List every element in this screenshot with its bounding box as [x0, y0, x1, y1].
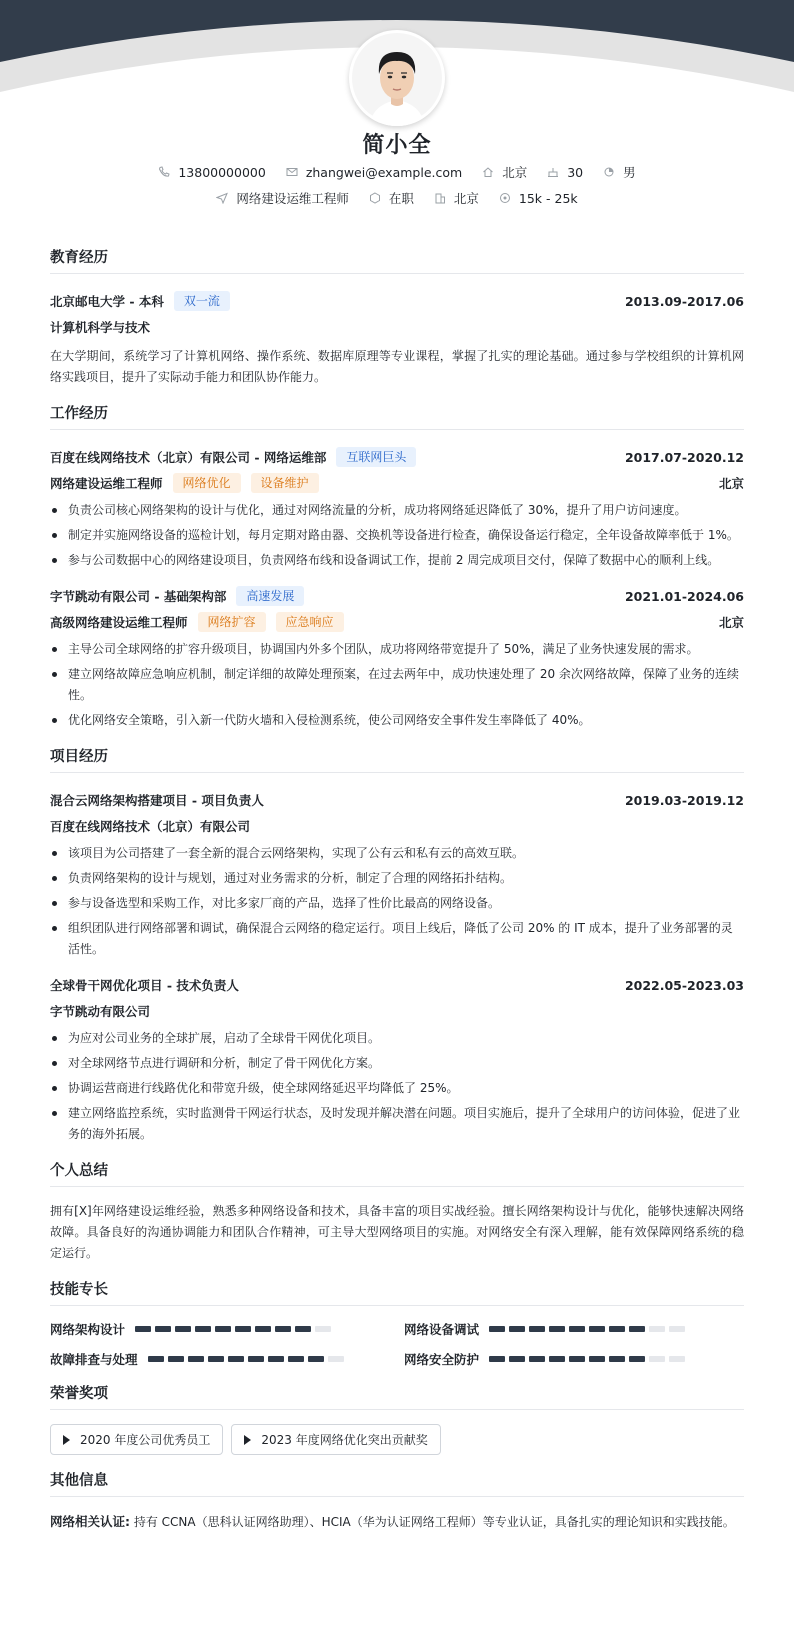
certification-label: 网络相关认证: — [50, 1514, 130, 1529]
skill-segment — [509, 1326, 525, 1332]
skill-segment — [268, 1356, 284, 1362]
city-info — [482, 163, 527, 181]
skill-name: 故障排查与处理 — [50, 1352, 138, 1367]
skill-segment — [175, 1326, 191, 1332]
skill-segment — [549, 1356, 565, 1362]
list-item: 制定并实施网络设备的巡检计划，每月定期对路由器、交换机等设备进行检查，确保设备运行稳定，全年设备故障率低于 1%。 — [50, 525, 744, 546]
certification-text: 持有 CCNA（思科认证网络助理）、HCIA（华为认证网络工程师）等专业认证，具备扎实的理论知识和实践技能。 — [133, 1515, 735, 1529]
skill-segment — [188, 1356, 204, 1362]
skill-segment — [529, 1356, 545, 1362]
skill-segment — [315, 1326, 331, 1332]
skill-segment — [195, 1326, 211, 1332]
section-title: 技能专长 — [50, 1278, 744, 1306]
skills-section — [50, 1278, 744, 1368]
list-item: 建立网络故障应急响应机制，制定详细的故障处理预案，在过去两年中，成功快速处理了 20 余次网络故障，保障了业务的连续性。 — [50, 664, 744, 706]
school-name: 北京邮电大学 - 本科 — [50, 294, 164, 309]
skill-segment — [248, 1356, 264, 1362]
work-entry — [50, 444, 744, 571]
play-icon — [244, 1435, 251, 1445]
skill-segment — [609, 1356, 625, 1362]
city-text: 北京 — [502, 165, 528, 180]
work-period: 2017.07-2020.12 — [624, 449, 744, 465]
gender-info — [603, 163, 636, 181]
company-name: 字节跳动有限公司 - 基础架构部 — [50, 589, 227, 604]
building-icon — [434, 192, 446, 204]
list-item: 参与公司数据中心的网络建设项目，负责网络布线和设备调试工作，提前 2 周完成项目交付，保障了数据中心的顺利上线。 — [50, 550, 744, 571]
skill-level-bar — [135, 1326, 335, 1332]
resume-body — [50, 246, 744, 1547]
skill-segment — [148, 1356, 164, 1362]
skill-segment — [629, 1326, 645, 1332]
skill-segment — [208, 1356, 224, 1362]
phone-text: 13800000000 — [178, 164, 266, 180]
skill-item — [50, 1320, 390, 1338]
project-entry — [50, 972, 744, 1145]
major: 计算机科学与技术 — [50, 320, 151, 335]
skill-segment — [489, 1326, 505, 1332]
salary-info — [499, 191, 578, 206]
skill-segment — [295, 1326, 311, 1332]
target-city-text: 北京 — [453, 191, 479, 206]
skill-name: 网络架构设计 — [50, 1322, 126, 1337]
award-text: 2023 年度网络优化突出贡献奖 — [261, 1433, 428, 1447]
email-text: zhangwei@example.com — [305, 164, 463, 180]
gender-icon — [603, 166, 615, 178]
send-icon — [216, 192, 228, 204]
role-tag: 应急响应 — [276, 612, 344, 632]
gender-text: 男 — [623, 165, 636, 180]
skill-segment — [328, 1356, 344, 1362]
skill-segment — [649, 1326, 665, 1332]
skill-segment — [669, 1356, 685, 1362]
skill-level-bar — [489, 1326, 689, 1332]
skill-item — [50, 1350, 390, 1368]
work-location: 北京 — [718, 615, 744, 630]
skill-segment — [529, 1326, 545, 1332]
skill-segment — [649, 1356, 665, 1362]
avatar — [349, 30, 445, 126]
skill-name: 网络安全防护 — [404, 1352, 480, 1367]
project-period: 2022.05-2023.03 — [624, 977, 744, 993]
skill-name: 网络设备调试 — [404, 1322, 480, 1337]
skill-item — [404, 1350, 744, 1368]
section-title: 教育经历 — [50, 246, 744, 274]
summary-text: 拥有[X]年网络建设运维经验，熟悉多种网络设备和技术，具备丰富的项目实战经验。擅长网络架构设计与优化，能够快速解决网络故障。具备良好的沟通协调能力和团队合作精神，可主导大型网络项目的实施。对网络安全有深入理解，能有效保障网络系统的稳定运行。 — [50, 1204, 744, 1260]
skill-segment — [509, 1356, 525, 1362]
list-item: 优化网络安全策略，引入新一代防火墙和入侵检测系统，使公司网络安全事件发生率降低了 40%。 — [50, 710, 744, 731]
skill-segment — [549, 1326, 565, 1332]
project-name: 混合云网络架构搭建项目 - 项目负责人 — [50, 793, 264, 808]
work-section — [50, 402, 744, 731]
projects-section — [50, 745, 744, 1145]
project-name: 全球骨干网优化项目 - 技术负责人 — [50, 978, 239, 993]
email-info — [286, 165, 462, 180]
avatar-portrait — [349, 30, 445, 126]
list-item: 参与设备选型和采购工作，对比多家厂商的产品，选择了性价比最高的网络设备。 — [50, 893, 744, 914]
skill-segment — [155, 1326, 171, 1332]
skill-segment — [629, 1356, 645, 1362]
list-item: 协调运营商进行线路优化和带宽升级，使全球网络延迟平均降低了 25%。 — [50, 1078, 744, 1099]
skill-segment — [135, 1326, 151, 1332]
skill-segment — [168, 1356, 184, 1362]
project-period: 2019.03-2019.12 — [624, 792, 744, 808]
school-tag: 双一流 — [174, 291, 230, 311]
skill-segment — [288, 1356, 304, 1362]
award-text: 2020 年度公司优秀员工 — [80, 1433, 211, 1447]
award-badge — [231, 1424, 440, 1455]
skill-segment — [255, 1326, 271, 1332]
target-city-info — [434, 189, 479, 207]
section-title: 工作经历 — [50, 402, 744, 430]
skill-segment — [308, 1356, 324, 1362]
list-item: 对全球网络节点进行调研和分析，制定了骨干网优化方案。 — [50, 1053, 744, 1074]
education-section — [50, 246, 744, 388]
status-text: 在职 — [388, 191, 414, 206]
role-tag: 网络优化 — [173, 473, 241, 493]
role-tag: 网络扩容 — [198, 612, 266, 632]
position-text: 网络建设运维工程师 — [236, 191, 349, 206]
skill-level-bar — [148, 1356, 348, 1362]
job-role: 网络建设运维工程师 — [50, 476, 163, 491]
phone-info — [158, 165, 265, 180]
skill-segment — [609, 1326, 625, 1332]
job-role: 高级网络建设运维工程师 — [50, 615, 188, 630]
list-item: 主导公司全球网络的扩容升级项目，协调国内外多个团队，成功将网络带宽提升了 50%，满足了业务快速发展的需求。 — [50, 639, 744, 660]
list-item: 负责网络架构的设计与规划，通过对业务需求的分析，制定了合理的网络拓扑结构。 — [50, 868, 744, 889]
skill-segment — [235, 1326, 251, 1332]
summary-section — [50, 1159, 744, 1264]
education-period: 2013.09-2017.06 — [624, 293, 744, 309]
play-icon — [63, 1435, 70, 1445]
cake-icon — [547, 166, 559, 178]
section-title: 其他信息 — [50, 1469, 744, 1497]
mail-icon — [286, 166, 298, 178]
company-tag: 高速发展 — [236, 586, 304, 606]
list-item: 组织团队进行网络部署和调试，确保混合云网络的稳定运行。项目上线后，降低了公司 20% 的 IT 成本，提升了业务部署的灵活性。 — [50, 918, 744, 960]
award-badge — [50, 1424, 223, 1455]
age-text: 30 — [567, 164, 584, 180]
skill-item — [404, 1320, 744, 1338]
work-entry — [50, 583, 744, 731]
list-item: 该项目为公司搭建了一套全新的混合云网络架构，实现了公有云和私有云的高效互联。 — [50, 843, 744, 864]
candidate-name: 简小全 — [362, 133, 432, 158]
home-icon — [482, 166, 494, 178]
project-entry — [50, 787, 744, 960]
skill-segment — [228, 1356, 244, 1362]
role-tag: 设备维护 — [251, 473, 319, 493]
skill-segment — [569, 1326, 585, 1332]
skill-segment — [569, 1356, 585, 1362]
age-info — [547, 165, 583, 180]
list-item: 为应对公司业务的全球扩展，启动了全球骨干网优化项目。 — [50, 1028, 744, 1049]
company-tag: 互联网巨头 — [336, 447, 416, 467]
education-description: 在大学期间，系统学习了计算机网络、操作系统、数据库原理等专业课程，掌握了扎实的理论基础。通过参与学校组织的计算机网络实践项目，提升了实际动手能力和团队协作能力。 — [50, 349, 744, 384]
status-info — [369, 189, 414, 207]
position-info — [216, 189, 349, 207]
skill-segment — [275, 1326, 291, 1332]
project-company: 字节跳动有限公司 — [50, 1004, 151, 1019]
skill-segment — [215, 1326, 231, 1332]
section-title: 项目经历 — [50, 745, 744, 773]
work-period: 2021.01-2024.06 — [624, 588, 744, 604]
status-icon — [369, 192, 381, 204]
list-item: 建立网络监控系统，实时监测骨干网运行状态，及时发现并解决潜在问题。项目实施后，提升了全球用户的访问体验，促进了业务的海外拓展。 — [50, 1103, 744, 1145]
skill-level-bar — [489, 1356, 689, 1362]
company-name: 百度在线网络技术（北京）有限公司 - 网络运维部 — [50, 450, 327, 465]
skills-grid — [50, 1320, 744, 1368]
list-item: 负责公司核心网络架构的设计与优化，通过对网络流量的分析，成功将网络延迟降低了 30%，提升了用户访问速度。 — [50, 500, 744, 521]
section-title: 荣誉奖项 — [50, 1382, 744, 1410]
contact-row — [0, 163, 794, 181]
project-company: 百度在线网络技术（北京）有限公司 — [50, 819, 251, 834]
other-section — [50, 1469, 744, 1533]
salary-text: 15k - 25k — [518, 190, 578, 206]
phone-icon — [158, 166, 170, 178]
work-location: 北京 — [718, 476, 744, 491]
skill-segment — [669, 1326, 685, 1332]
skill-segment — [489, 1356, 505, 1362]
awards-section — [50, 1382, 744, 1455]
skill-segment — [589, 1356, 605, 1362]
section-title: 个人总结 — [50, 1159, 744, 1187]
job-intent-row — [0, 189, 794, 207]
coin-icon — [499, 192, 511, 204]
skill-segment — [589, 1326, 605, 1332]
